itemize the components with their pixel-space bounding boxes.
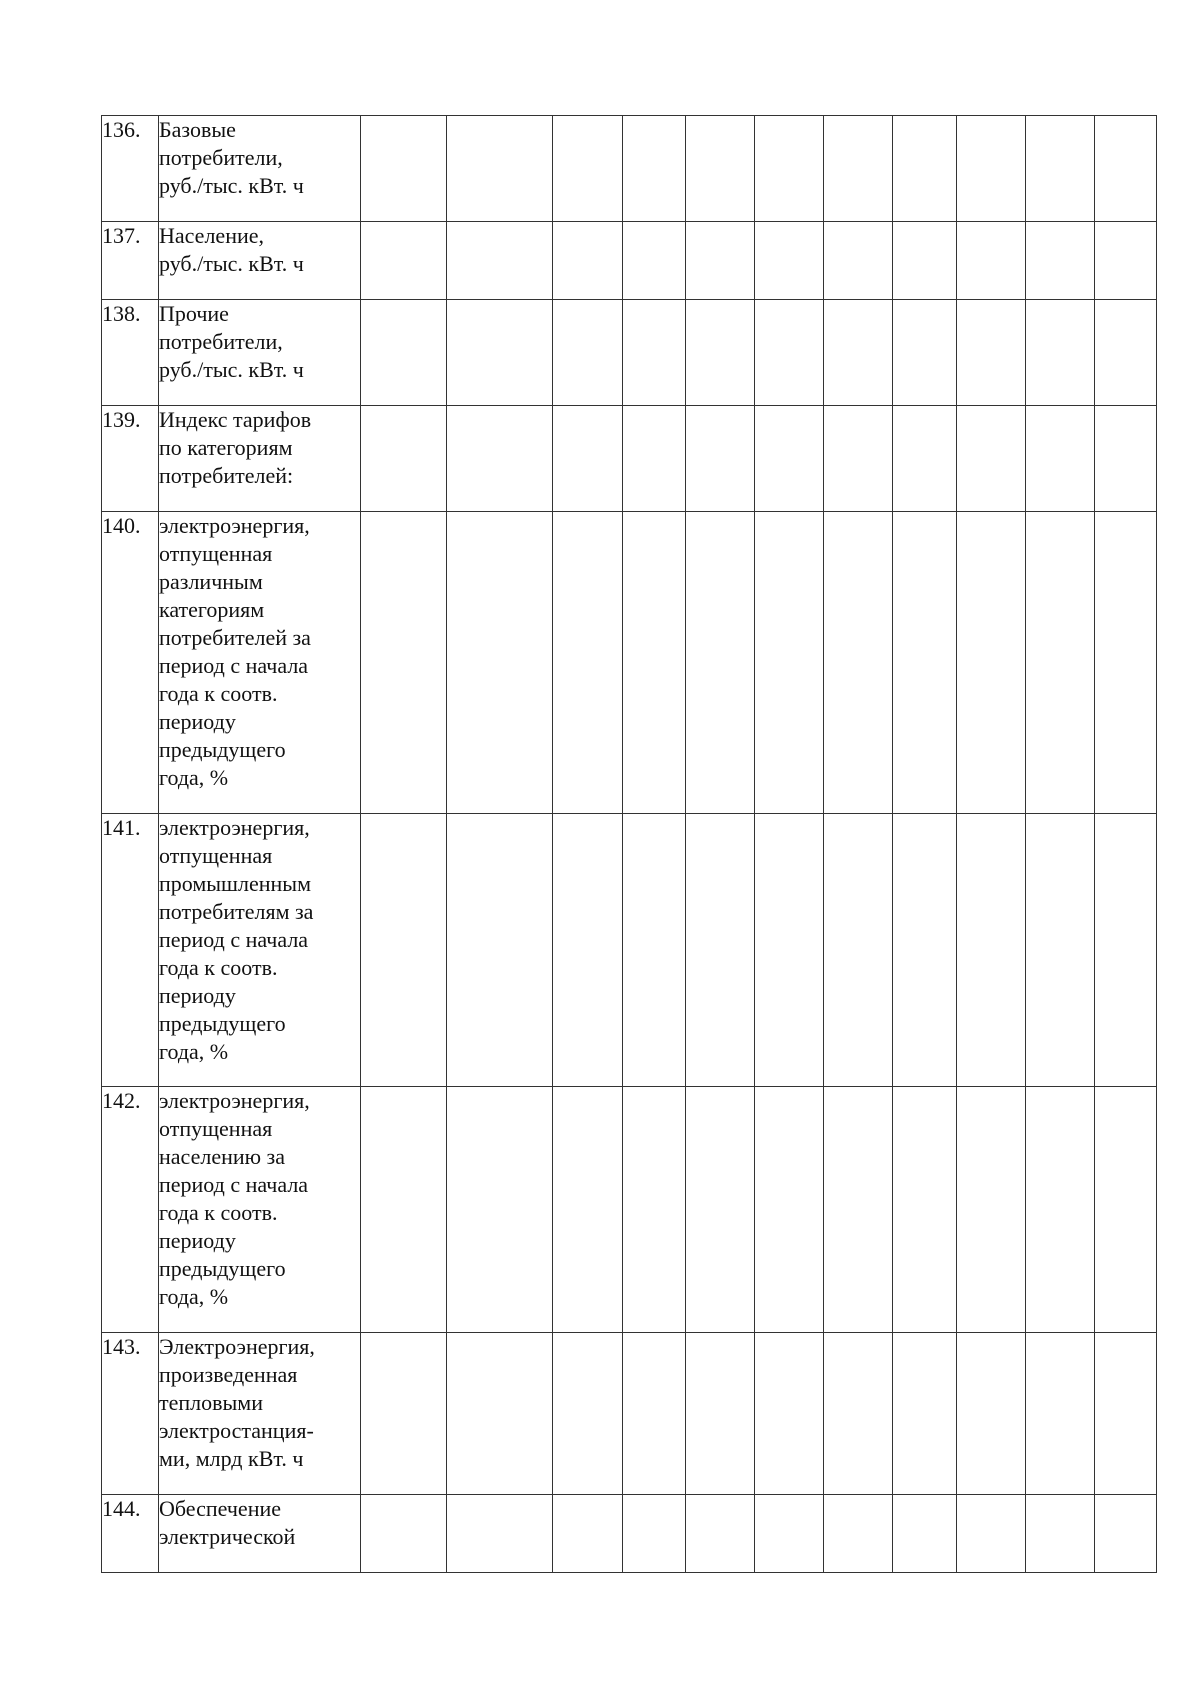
table-cell: [1095, 1087, 1157, 1333]
table-cell: [361, 814, 447, 1087]
table-cell: [824, 512, 893, 814]
table-cell: [553, 300, 623, 406]
table-cell: [361, 1087, 447, 1333]
table-cell: [957, 1333, 1026, 1495]
table-cell: [686, 116, 755, 222]
table-cell: [755, 116, 824, 222]
table-cell: [361, 1333, 447, 1495]
table-row: [102, 512, 1157, 814]
table-cell: [1095, 1495, 1157, 1573]
table-cell: [1026, 1087, 1095, 1333]
table-cell: [553, 406, 623, 512]
table-cell: [447, 1495, 553, 1573]
table-cell: [1095, 1333, 1157, 1495]
table-cell: [553, 1495, 623, 1573]
table-cell: [686, 406, 755, 512]
table-cell: [361, 1495, 447, 1573]
table-cell: [1026, 512, 1095, 814]
row-number: 137.: [102, 222, 159, 300]
table-cell: [893, 1087, 957, 1333]
table-cell: [553, 814, 623, 1087]
table-cell: [1095, 406, 1157, 512]
table-cell: [893, 1333, 957, 1495]
table-cell: [824, 814, 893, 1087]
table-row: [102, 116, 1157, 222]
table-cell: [447, 814, 553, 1087]
table-cell: [755, 222, 824, 300]
row-label: электроэнергия, отпущенная промышленным потребителям за период с начала года к соотв. периоду предыдущего года, %: [159, 814, 361, 1087]
table-cell: [893, 814, 957, 1087]
table-cell: [893, 1495, 957, 1573]
row-label: Обеспечение электрической: [159, 1495, 361, 1573]
table-cell: [623, 1495, 686, 1573]
row-label: Электроэнергия, произведенная тепловыми электростанция- ми, млрд кВт. ч: [159, 1333, 361, 1495]
table-cell: [447, 1333, 553, 1495]
table-row: [102, 814, 1157, 1087]
table-cell: [1026, 1333, 1095, 1495]
table-cell: [553, 222, 623, 300]
row-label: Прочие потребители, руб./тыс. кВт. ч: [159, 300, 361, 406]
table-cell: [755, 1333, 824, 1495]
table-cell: [957, 1087, 1026, 1333]
table-cell: [824, 1087, 893, 1333]
table-cell: [1095, 300, 1157, 406]
table-cell: [824, 300, 893, 406]
table-row: [102, 222, 1157, 300]
table-cell: [957, 814, 1026, 1087]
table-cell: [1095, 116, 1157, 222]
table-cell: [1026, 814, 1095, 1087]
row-label: Базовые потребители, руб./тыс. кВт. ч: [159, 116, 361, 222]
table-cell: [755, 300, 824, 406]
table-row: [102, 406, 1157, 512]
table-cell: [1026, 406, 1095, 512]
table-cell: [447, 222, 553, 300]
table-cell: [361, 406, 447, 512]
table-cell: [957, 512, 1026, 814]
row-label: Население, руб./тыс. кВт. ч: [159, 222, 361, 300]
table-cell: [447, 300, 553, 406]
table-cell: [1026, 222, 1095, 300]
table-cell: [1095, 814, 1157, 1087]
table-cell: [553, 116, 623, 222]
table-cell: [824, 1495, 893, 1573]
table-cell: [824, 222, 893, 300]
table-cell: [623, 406, 686, 512]
row-number: 141.: [102, 814, 159, 1087]
row-label: электроэнергия, отпущенная различным категориям потребителей за период с начала года к соотв. периоду предыдущего года, %: [159, 512, 361, 814]
table-cell: [447, 406, 553, 512]
table-cell: [686, 1087, 755, 1333]
table-cell: [623, 222, 686, 300]
table-cell: [893, 300, 957, 406]
table-cell: [1095, 222, 1157, 300]
table-cell: [755, 1087, 824, 1333]
table-cell: [1026, 116, 1095, 222]
table-cell: [361, 512, 447, 814]
table-cell: [686, 512, 755, 814]
table-body: [102, 116, 1157, 1573]
table-cell: [623, 1087, 686, 1333]
table-cell: [686, 1495, 755, 1573]
table-cell: [623, 116, 686, 222]
table-cell: [893, 116, 957, 222]
table-cell: [686, 814, 755, 1087]
row-number: 140.: [102, 512, 159, 814]
table-cell: [893, 222, 957, 300]
table-cell: [447, 1087, 553, 1333]
row-label: Индекс тарифов по категориям потребителей:: [159, 406, 361, 512]
table-cell: [824, 116, 893, 222]
table-cell: [361, 300, 447, 406]
row-number: 144.: [102, 1495, 159, 1573]
table-cell: [623, 512, 686, 814]
table-cell: [553, 1087, 623, 1333]
table-cell: [553, 1333, 623, 1495]
table-cell: [447, 512, 553, 814]
table-row: [102, 1333, 1157, 1495]
table-cell: [755, 406, 824, 512]
row-label: электроэнергия, отпущенная населению за период с начала года к соотв. периоду предыдущего года, %: [159, 1087, 361, 1333]
table-row: [102, 1087, 1157, 1333]
table-cell: [623, 300, 686, 406]
table-row: [102, 1495, 1157, 1573]
table-cell: [957, 300, 1026, 406]
table-cell: [447, 116, 553, 222]
table-cell: [623, 1333, 686, 1495]
table-cell: [824, 1333, 893, 1495]
table-cell: [1026, 300, 1095, 406]
row-number: 142.: [102, 1087, 159, 1333]
table-cell: [686, 1333, 755, 1495]
table-cell: [361, 116, 447, 222]
table-cell: [957, 1495, 1026, 1573]
table-cell: [361, 222, 447, 300]
row-number: 139.: [102, 406, 159, 512]
table-cell: [553, 512, 623, 814]
table-cell: [755, 814, 824, 1087]
table-cell: [623, 814, 686, 1087]
row-number: 138.: [102, 300, 159, 406]
table-cell: [755, 512, 824, 814]
table-cell: [957, 406, 1026, 512]
table-cell: [893, 406, 957, 512]
table-row: [102, 300, 1157, 406]
row-number: 136.: [102, 116, 159, 222]
table-cell: [957, 116, 1026, 222]
data-table: [101, 115, 1157, 1573]
table-cell: [893, 512, 957, 814]
table-cell: [957, 222, 1026, 300]
row-number: 143.: [102, 1333, 159, 1495]
table-cell: [824, 406, 893, 512]
table-cell: [686, 222, 755, 300]
table-cell: [1095, 512, 1157, 814]
table-cell: [1026, 1495, 1095, 1573]
table-cell: [755, 1495, 824, 1573]
table-cell: [686, 300, 755, 406]
